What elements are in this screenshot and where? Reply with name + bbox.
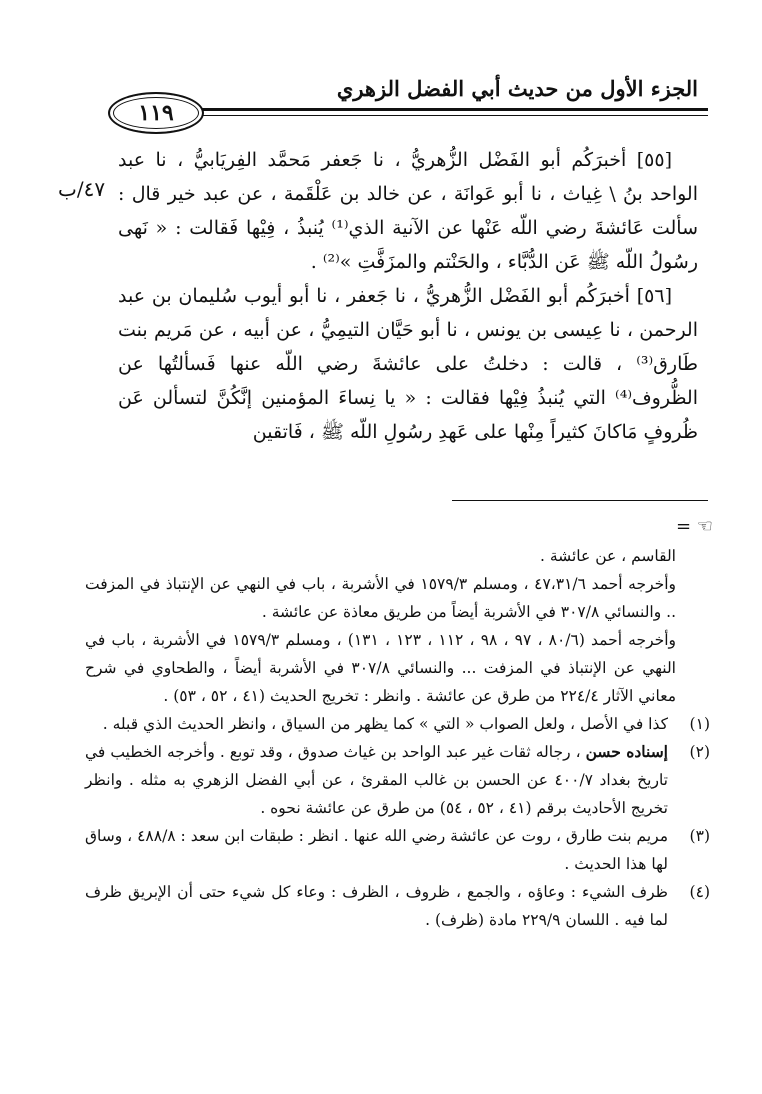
- footnote-number: (١): [689, 715, 710, 733]
- footnotes: [85, 542, 710, 934]
- footnote-text: ظرف الشيء : وعاؤه ، والجمع ، ظروف ، الظرف : وعاء كل شيء حتى أن الإبريق ظرف لما فيه . اللسان ٢٢٩/٩ مادة (ظرف) .: [85, 883, 668, 929]
- footnote-number: (٢): [689, 743, 710, 761]
- footnote-separator: [452, 500, 708, 501]
- footnote-text: ، رجاله ثقات غير عبد الواحد بن غياث صدوق ، وقد توبع . وأخرجه الخطيب في تاريخ بغداد ٤٠٠/٧ عن الحسن بن غالب المقرئ ، عن أبي الفضل الزهري به مثله . وانظر تخريج الأحاديث برقم (٤١ ، ٥٢ ، ٥٤) من طرق عن عائشة نحوه .: [85, 743, 668, 817]
- footnote-text: كذا في الأصل ، ولعل الصواب « التي » كما يظهر من السياق ، وانظر الحديث الذي قبله .: [102, 715, 668, 733]
- hadith-56: [٥٦] أخبرَكُم أبو الفَضْل الزُّهريُّ ، نا جَعفر ، نا أبو أيوب سُليمان بن عبد الرحمن ، نا عِيسى بن يونس ، نا أبو حَيَّان التيمِيُّ ، عن أبيه ، عن مَريم بنت طَارق⁽³⁾ ، قالت : دخلتُ على عائشةَ رضي اللّه عنها فَسألتُها عن الظُّروف⁽⁴⁾ التي يُنبذُ فِيْها فقالت : « يا نِساءَ المؤمنين إنَّكُنَّ لتسألن عَن ظُروفٍ مَاكانَ كثيراً مِنْها على عَهدِ رسُولِ اللّه ﷺ ، فَاتقين: [118, 285, 698, 443]
- manuscript-folio-ref: ٤٧/ب: [58, 177, 106, 201]
- footnote-1: [85, 710, 710, 738]
- continuation-mark: = ☜: [676, 516, 713, 537]
- main-text: [118, 143, 698, 449]
- footnote-number: (٤): [689, 883, 710, 901]
- running-title: الجزء الأول من حديث أبي الفضل الزهري: [336, 76, 698, 101]
- footnote-continuation: وأخرجه أحمد ٤٧،٣١/٦ ، ومسلم ١٥٧٩/٣ في الأشربة ، باب في النهي عن الإنتباذ في المزفت .. والنسائي ٣٠٧/٨ في الأشربة أيضاً من طريق معاذة عن عائشة .: [85, 575, 676, 621]
- footnote-3: [85, 822, 710, 878]
- page-header: [108, 70, 708, 132]
- footnote-4: [85, 878, 710, 934]
- page-number: ١١٩: [108, 92, 204, 134]
- hadith-55: [٥٥] أخبرَكُم أبو الفَضْل الزُّهريُّ ، نا جَعفر مَحمَّد الفِريَابيُّ ، نا عبد الواحد بنُ \ غِياث ، نا أبو عَوانَة ، عن خالد بن عَلْقَمة ، عن عبد خير قال : سألت عَائشةَ رضي اللّه عَنْها عن الآنية الذي⁽¹⁾ يُنبذُ ، فِيْها فَقالت : « نَهى رسُولُ اللّه ﷺ عَن الدُّبَّاء ، والحَنْتم والمزَفَّتِ »⁽²⁾ .: [118, 149, 698, 273]
- header-rule: [198, 108, 708, 111]
- footnote-text: مريم بنت طارق ، روت عن عائشة رضي الله عنها . انظر : طبقات ابن سعد : ٤٨٨/٨ ، وساق لها هذا الحديث .: [85, 827, 669, 873]
- header-rule-thin: [198, 115, 708, 116]
- footnote-2: [85, 738, 710, 822]
- footnote-number: (٣): [689, 827, 710, 845]
- footnote-grade: إسناده حسن: [585, 742, 668, 761]
- footnote-continuation: القاسم ، عن عائشة .: [539, 547, 676, 565]
- footnote-continuation: وأخرجه أحمد (٨٠/٦ ، ٩٧ ، ٩٨ ، ١١٢ ، ١٢٣ ، ١٣١) ، ومسلم ١٥٧٩/٣ في الأشربة ، باب في النهي عن الإنتباذ في المزفت ... والنسائي ٣٠٧/٨ في الأشربة أيضاً ، والطحاوي في شرح معاني الآثار ٢٢٤/٤ من طرق عن عائشة . وانظر : تخريج الحديث (٤١ ، ٥٢ ، ٥٣) .: [85, 631, 676, 705]
